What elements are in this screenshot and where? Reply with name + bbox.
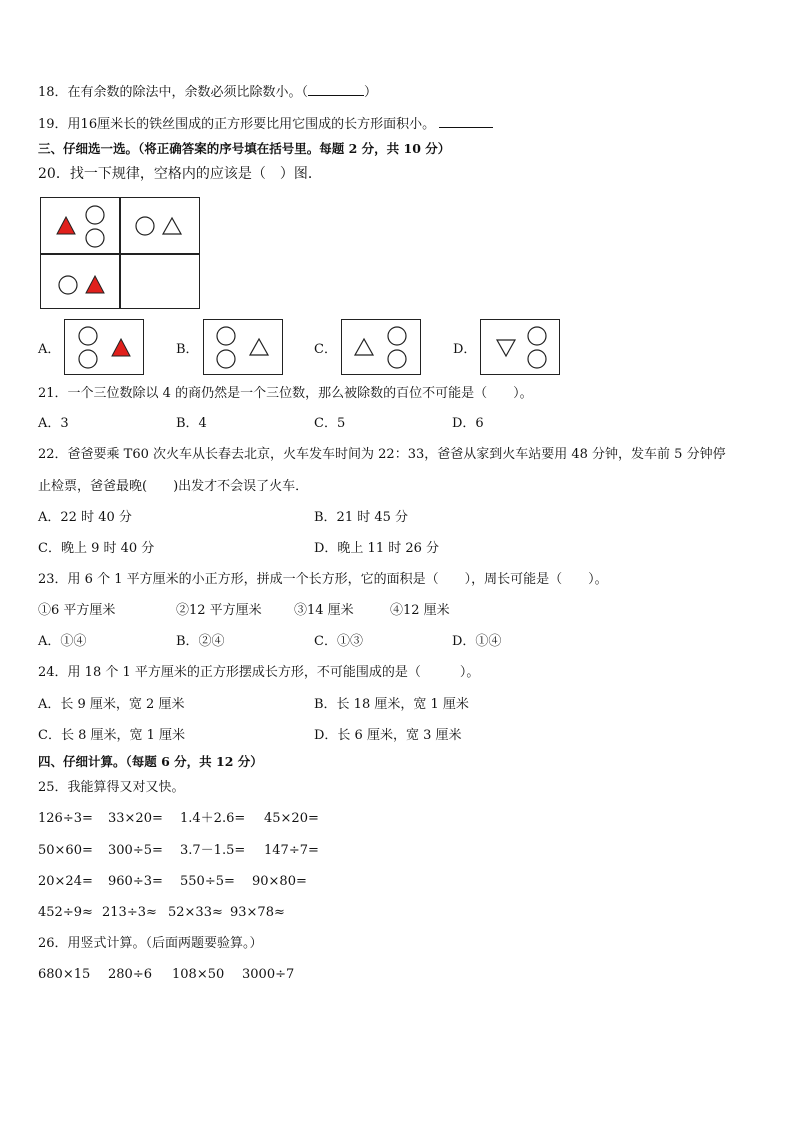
option-c-box[interactable] bbox=[341, 319, 421, 375]
circle-icon bbox=[136, 217, 154, 235]
section-3-heading: 三、仔细选一选。（将正确答案的序号填在括号里。每题 2 分，共 10 分） bbox=[38, 141, 451, 156]
question-23-choices bbox=[38, 602, 450, 620]
question-18-text: 18．在有余数的除法中，余数必须比除数小。（ bbox=[38, 85, 309, 100]
choice-3: ③14 厘米 bbox=[294, 603, 354, 618]
option-c[interactable]: C．5 bbox=[314, 416, 346, 431]
question-24-text: 24．用 18 个 1 平方厘米的正方形摆成长方形，不可能围成的是（ ）。 bbox=[38, 665, 480, 680]
option-b[interactable]: B．长 18 厘米，宽 1 厘米 bbox=[314, 697, 469, 712]
option-a[interactable]: A．长 9 厘米，宽 2 厘米 bbox=[38, 697, 185, 712]
option-d-label: D． bbox=[453, 342, 477, 357]
option-d[interactable]: D．①④ bbox=[452, 634, 502, 649]
option-d[interactable]: D．晚上 11 时 26 分 bbox=[314, 541, 440, 556]
option-a-label: A． bbox=[38, 342, 61, 357]
option-c-label: C． bbox=[314, 342, 337, 357]
choice-2: ②12 平方厘米 bbox=[176, 603, 262, 618]
option-a[interactable]: A．①④ bbox=[38, 634, 87, 649]
question-26-text: 26．用竖式计算。（后面两题要验算。） bbox=[38, 936, 263, 951]
question-20-text: 20．找一下规律，空格内的应该是（ ）图． bbox=[38, 166, 322, 182]
question-23-options bbox=[38, 633, 501, 651]
triangle-icon bbox=[163, 218, 181, 234]
option-b[interactable]: B．21 时 45 分 bbox=[314, 510, 409, 525]
option-c[interactable]: C．晚上 9 时 40 分 bbox=[38, 541, 155, 556]
option-b-box[interactable] bbox=[203, 319, 283, 375]
option-d[interactable]: D．6 bbox=[452, 416, 484, 431]
calc-row: 50×60= 300÷5= 3.7－1.5= 147÷7= bbox=[38, 843, 319, 858]
option-a[interactable]: A．3 bbox=[38, 416, 69, 431]
calc-row: 126÷3= 33×20= 1.4＋2.6= 45×20= bbox=[38, 811, 319, 826]
choice-1: ①6 平方厘米 bbox=[38, 603, 116, 618]
circle-icon bbox=[59, 276, 77, 294]
question-18: 18．在有余数的除法中，余数必须比除数小。（ ） bbox=[38, 85, 378, 100]
question-22-line-1: 22．爸爸要乘 T60 次火车从长春去北京，火车发车时间为 22：33，爸爸从家到火车站要用 48 分钟，发车前 5 分钟停 bbox=[38, 447, 726, 462]
question-21-text: 21．一个三位数除以 4 的商仍然是一个三位数，那么被除数的百位不可能是（ ）。 bbox=[38, 386, 533, 401]
red-triangle-icon bbox=[86, 276, 104, 293]
option-c[interactable]: C．①③ bbox=[314, 634, 363, 649]
calc-row: 20×24= 960÷3= 550÷5= 90×80= bbox=[38, 874, 307, 889]
calc-row: 452÷9≈ 213÷3≈ 52×33≈ 93×78≈ bbox=[38, 905, 285, 920]
option-a[interactable]: A．22 时 40 分 bbox=[38, 510, 132, 525]
question-21-options bbox=[38, 415, 484, 433]
option-a-box[interactable] bbox=[64, 319, 144, 375]
circle-icon bbox=[86, 206, 104, 224]
red-triangle-icon bbox=[57, 217, 75, 234]
option-b[interactable]: B．②④ bbox=[176, 634, 225, 649]
option-d[interactable]: D．长 6 厘米，宽 3 厘米 bbox=[314, 728, 462, 743]
vertical-calc-items: 680×15 280÷6 108×50 3000÷7 bbox=[38, 967, 295, 982]
question-19-text: 19．用16厘米长的铁丝围成的正方形要比用它围成的长方形面积小。 bbox=[38, 117, 436, 132]
option-d-box[interactable] bbox=[480, 319, 560, 375]
question-22-line-2: 止检票，爸爸最晚( )出发才不会误了火车． bbox=[38, 479, 309, 494]
choice-4: ④12 厘米 bbox=[390, 603, 450, 618]
option-c[interactable]: C．长 8 厘米，宽 1 厘米 bbox=[38, 728, 186, 743]
section-4-heading: 四、仔细计算。（每题 6 分，共 12 分） bbox=[38, 754, 263, 769]
circle-icon bbox=[86, 229, 104, 247]
question-23-text: 23．用 6 个 1 平方厘米的小正方形，拼成一个长方形，它的面积是（ ），周长可能是（ ）。 bbox=[38, 572, 608, 587]
question-25-text: 25．我能算得又对又快。 bbox=[38, 780, 185, 795]
option-b[interactable]: B．4 bbox=[176, 416, 207, 431]
option-b-label: B． bbox=[176, 342, 199, 357]
